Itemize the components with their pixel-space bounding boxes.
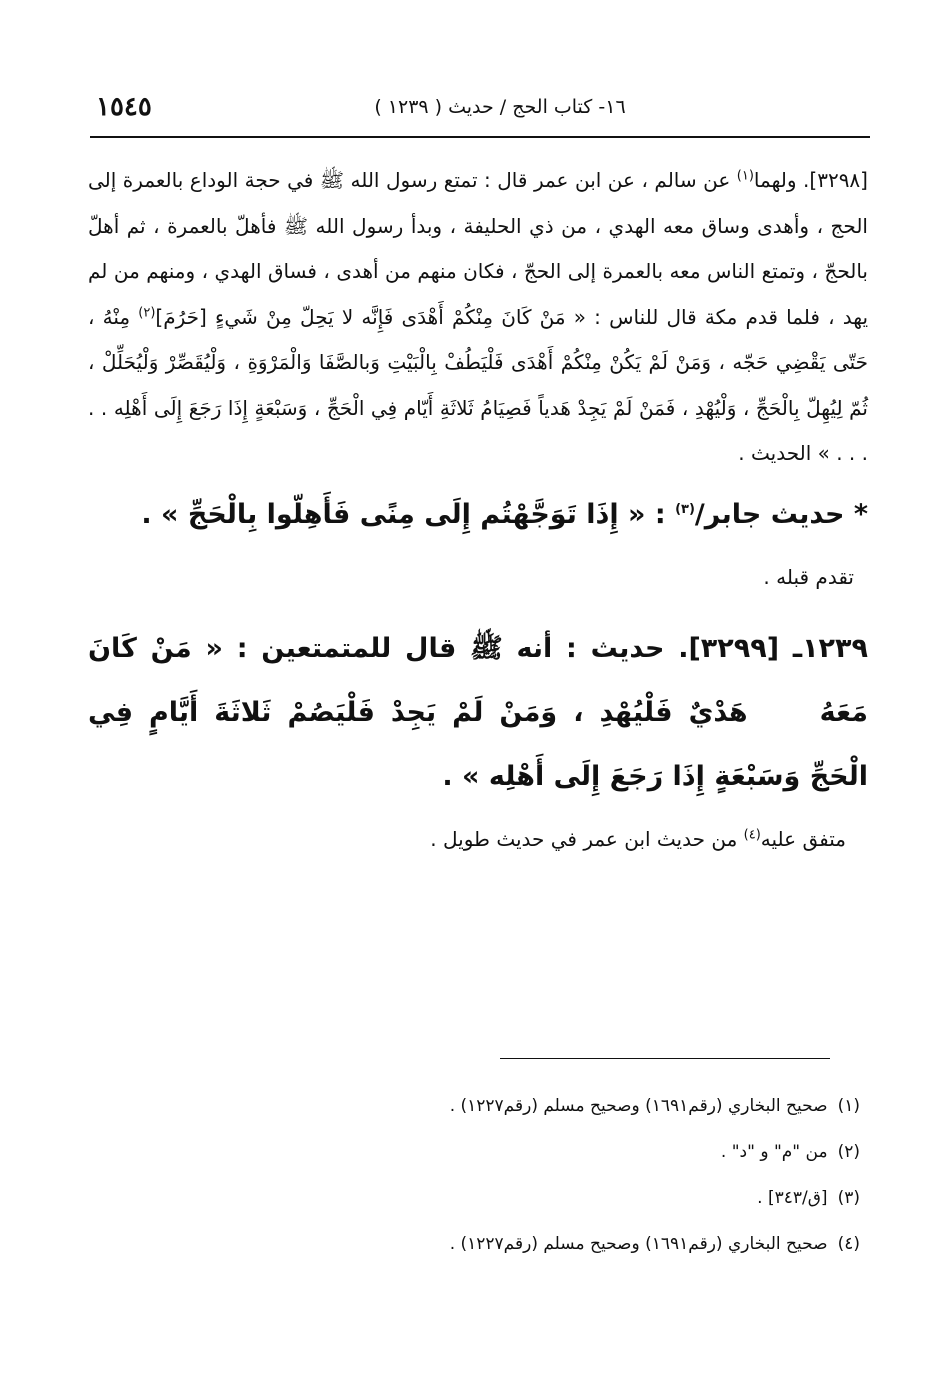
page-body [88,158,868,859]
hadith-1239-heading [88,617,868,809]
footnotes [290,1083,860,1267]
footnote-mark-4: (٤) [743,826,761,842]
muttafaq-text-a: متفق عليه [760,826,846,851]
hadith-1239-rest: هَدْيٌ فَلْيُهْدِ ، وَمَنْ لَمْ يَجِدْ فَلْيَصُمْ ثَلاثَةَ أَيَّامٍ فِي الْحَجِّ وَسَبْعَةٍ إِذَا رَجَعَ إِلَى أَهْلِه » . [88,696,868,792]
footnote-text: [ق/٣٤٣] . [757,1188,828,1208]
footnote-3 [290,1175,860,1221]
footnote-4 [290,1221,860,1267]
footnote-mark-1: (١) [736,168,754,184]
hadith-3298-lead: [٣٢٩٨]. ولهما [753,168,868,192]
hadith-3298-text-b: مِنْهُ ، حَتّى يَقْضِي حَجّه ، وَمَنْ لَمْ يَكُنْ مِنْكُمْ أَهْدَى فَلْيَطُفْ بِالْبَيْتِ وَبالصَّفَا وَالْمَرْوَةِ ، وَلْيُقَصِّرْ وَلْيُحَلِّلْ ، ثُمّ لِيُهِلّ بِالْحَجِّ ، وَلْيُهْدِ ، فَمَنْ لَمْ يَجِدْ هَدياً فَصِيَامُ ثَلاثَةِ أَيّام فِي الْحَجِّ ، وَسَبْعَةٍ إِذَا رَجَعَ إِلَى أَهْلِه . . . . . » الحديث . [88,304,868,465]
footnote-2 [290,1129,860,1175]
hadith-3298-paragraph [88,158,868,477]
footnote-mark-3: (٣) [675,501,695,517]
footnote-text: صحيح البخاري (رقم١٦٩١) وصحيح مسلم (رقم١٢٢٧) . [449,1096,828,1116]
muttafaq-text-b: من حديث ابن عمر في حديث طويل . [430,826,744,851]
taqaddam-note: تقدم قبله . [763,564,854,589]
footnote-number: (٢) [837,1142,860,1162]
jabir-hadith-heading [88,491,868,539]
muttafaq-note [88,819,868,859]
page-number: ١٥٤٥ [96,92,152,122]
hadith-1239-first-line: ١٢٣٩ـ [٣٢٩٩]. حديث : أنه ﷺ قال للمتمتعين : « مَنْ كَانَ مَعَهُ [88,632,869,728]
running-head: ١٦- كتاب الحج / حديث ( ١٢٣٩ ) [374,96,626,118]
jabir-heading-text-a: * حديث جابر/ [694,498,868,530]
footnote-text: صحيح البخاري (رقم١٦٩١) وصحيح مسلم (رقم١٢٢٧) . [449,1234,828,1254]
footnote-text: من "م" و "د" . [720,1142,828,1162]
hadith-3298-text-a: عن سالم ، عن ابن عمر قال : تمتع رسول الله ﷺ في حجة الوداع بالعمرة إلى الحج ، وأهدى وساق معه الهدي ، من ذي الحليفة ، وبدأ رسول الله ﷺ فأهلّ بالعمرة ، ثم أهلّ بالحجّ ، وتمتع الناس معه بالعمرة إلى الحجّ ، فكان منهم من أهدى ، فساق الهدي ، ومنهم من لم يهد ، فلما قدم مكة قال للناس : « مَنْ كَانَ مِنْكُمْ أَهْدَى فَإِنَّه لا يَحِلّ مِنْ شَيءٍ [حَرُمَ] [88,168,869,329]
footnote-number: (١) [837,1096,860,1116]
jabir-heading-text-b: : « إِذَا تَوَجَّهْتُم إِلَى مِنًى فَأَهِلّوا بِالْحَجِّ » . [141,498,676,530]
footnote-divider [500,1058,830,1059]
footnote-number: (٣) [837,1188,860,1208]
footnote-1 [290,1083,860,1129]
page-header [90,86,870,138]
footnote-number: (٤) [837,1234,860,1254]
footnote-mark-2: (٢) [138,304,156,320]
